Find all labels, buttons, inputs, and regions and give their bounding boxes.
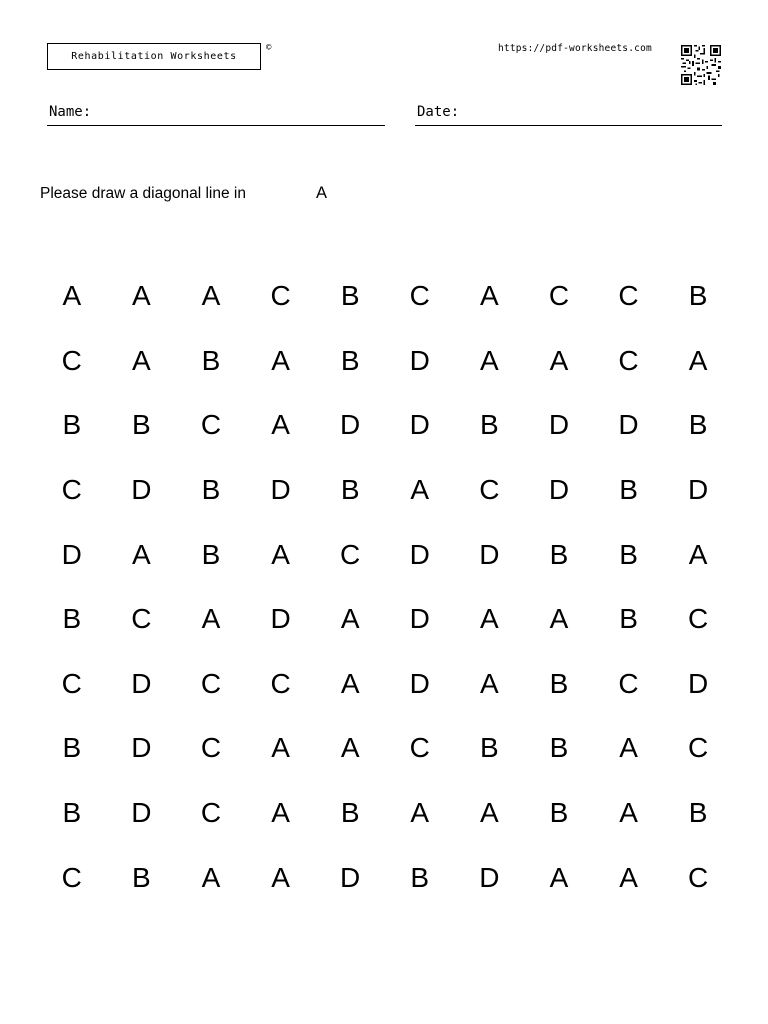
grid-letter[interactable]: A <box>132 280 151 312</box>
grid-letter[interactable]: A <box>619 861 638 893</box>
grid-letter[interactable]: D <box>270 603 291 635</box>
grid-letter[interactable]: D <box>409 344 430 376</box>
grid-letter[interactable]: C <box>61 861 82 893</box>
copyright-mark: © <box>266 43 272 53</box>
grid-letter[interactable]: C <box>688 603 709 635</box>
date-field[interactable] <box>415 101 722 126</box>
grid-letter[interactable]: B <box>480 409 499 441</box>
grid-letter[interactable]: A <box>480 603 499 635</box>
grid-letter[interactable]: D <box>409 603 430 635</box>
worksheet-title: Rehabilitation Worksheets <box>71 51 237 62</box>
grid-letter[interactable]: A <box>549 344 569 376</box>
grid-letter[interactable]: C <box>618 344 639 376</box>
grid-letter[interactable]: D <box>409 538 430 570</box>
grid-letter[interactable]: B <box>340 344 360 376</box>
letter-grid <box>37 264 733 910</box>
instruction-text: Please draw a diagonal line in <box>40 185 246 202</box>
grid-letter[interactable]: A <box>132 344 151 376</box>
grid-letter[interactable]: D <box>340 409 361 441</box>
grid-letter[interactable]: B <box>132 861 151 893</box>
grid-letter[interactable]: D <box>688 474 709 506</box>
grid-letter[interactable]: B <box>480 732 499 764</box>
grid-letter[interactable]: A <box>271 409 290 441</box>
grid-letter[interactable]: D <box>548 474 570 506</box>
grid-letter[interactable]: B <box>549 538 569 570</box>
grid-letter[interactable]: C <box>618 667 639 699</box>
grid-letter[interactable]: A <box>619 732 638 764</box>
grid-letter[interactable]: D <box>61 538 82 570</box>
grid-letter[interactable]: C <box>61 667 82 699</box>
grid-letter[interactable]: D <box>618 409 639 441</box>
grid-letter[interactable]: B <box>619 474 638 506</box>
date-label: Date: <box>417 104 460 120</box>
grid-letter[interactable]: C <box>61 474 82 506</box>
grid-letter[interactable]: B <box>688 797 708 829</box>
grid-letter[interactable]: A <box>340 603 360 635</box>
grid-letter[interactable]: B <box>340 280 360 312</box>
grid-letter[interactable]: C <box>618 280 639 312</box>
grid-letter[interactable]: B <box>62 797 82 829</box>
qr-code-icon <box>681 45 721 85</box>
grid-letter[interactable]: D <box>270 474 291 506</box>
grid-letter[interactable]: D <box>479 538 500 570</box>
grid-letter[interactable]: B <box>688 409 708 441</box>
grid-letter[interactable]: D <box>409 667 430 699</box>
grid-letter[interactable]: A <box>549 603 569 635</box>
grid-letter[interactable]: A <box>271 344 290 376</box>
grid-letter[interactable]: D <box>548 409 570 441</box>
grid-letter[interactable]: C <box>340 538 361 570</box>
grid-letter[interactable]: C <box>200 409 222 441</box>
grid-letter[interactable]: A <box>271 797 290 829</box>
grid-letter[interactable]: A <box>688 344 708 376</box>
grid-letter[interactable]: B <box>340 797 360 829</box>
grid-letter[interactable]: A <box>619 797 638 829</box>
grid-letter[interactable]: A <box>271 732 290 764</box>
grid-letter[interactable]: B <box>340 474 360 506</box>
grid-letter[interactable]: D <box>479 861 500 893</box>
grid-letter[interactable]: C <box>270 280 291 312</box>
grid-letter[interactable]: C <box>200 732 222 764</box>
grid-letter[interactable]: A <box>271 538 290 570</box>
grid-letter[interactable]: D <box>131 797 152 829</box>
grid-letter[interactable]: A <box>480 280 499 312</box>
grid-letter[interactable]: D <box>409 409 430 441</box>
grid-letter[interactable]: B <box>62 732 82 764</box>
grid-letter[interactable]: A <box>271 861 290 893</box>
grid-letter[interactable]: C <box>61 344 82 376</box>
grid-letter[interactable]: B <box>619 538 638 570</box>
grid-letter[interactable]: A <box>480 344 499 376</box>
grid-letter[interactable]: D <box>688 667 709 699</box>
grid-letter[interactable]: A <box>201 280 221 312</box>
grid-letter[interactable]: C <box>200 797 222 829</box>
grid-letter[interactable]: B <box>549 667 569 699</box>
grid-letter[interactable]: A <box>201 603 221 635</box>
grid-letter[interactable]: C <box>270 667 291 699</box>
grid-letter[interactable]: C <box>688 732 709 764</box>
grid-letter[interactable]: A <box>340 667 360 699</box>
grid-letter[interactable]: C <box>131 603 152 635</box>
grid-letter[interactable]: C <box>548 280 570 312</box>
grid-letter[interactable]: A <box>132 538 151 570</box>
grid-letter[interactable]: C <box>409 280 430 312</box>
grid-letter[interactable]: C <box>409 732 430 764</box>
grid-letter[interactable]: D <box>340 861 361 893</box>
worksheet-title-box <box>47 43 261 70</box>
grid-letter[interactable]: A <box>410 474 430 506</box>
grid-letter[interactable]: B <box>688 280 708 312</box>
grid-letter[interactable]: B <box>201 474 221 506</box>
grid-letter[interactable]: A <box>480 797 499 829</box>
grid-letter[interactable]: A <box>480 667 499 699</box>
site-url[interactable]: https://pdf-worksheets.com <box>498 43 652 54</box>
grid-letter[interactable]: B <box>619 603 638 635</box>
grid-letter[interactable]: B <box>549 732 569 764</box>
grid-letter[interactable]: B <box>62 603 82 635</box>
grid-letter[interactable]: A <box>340 732 360 764</box>
grid-letter[interactable]: C <box>688 861 709 893</box>
grid-letter[interactable]: D <box>131 732 152 764</box>
target-letter: A <box>316 184 328 202</box>
grid-letter[interactable]: C <box>479 474 500 506</box>
name-field[interactable] <box>47 101 385 126</box>
grid-letter[interactable]: B <box>132 409 151 441</box>
grid-letter[interactable]: D <box>131 474 152 506</box>
name-label: Name: <box>49 104 92 120</box>
grid-letter[interactable]: C <box>200 667 222 699</box>
grid-letter[interactable]: A <box>201 861 221 893</box>
grid-letter[interactable]: A <box>62 280 82 312</box>
grid-letter[interactable]: B <box>201 344 221 376</box>
grid-letter[interactable]: B <box>62 409 82 441</box>
grid-letter[interactable]: B <box>549 797 569 829</box>
grid-letter[interactable]: A <box>410 797 430 829</box>
grid-letter[interactable]: D <box>131 667 152 699</box>
grid-letter[interactable]: B <box>201 538 221 570</box>
grid-letter[interactable]: B <box>410 861 430 893</box>
grid-letter[interactable]: A <box>549 861 569 893</box>
grid-letter[interactable]: A <box>688 538 708 570</box>
